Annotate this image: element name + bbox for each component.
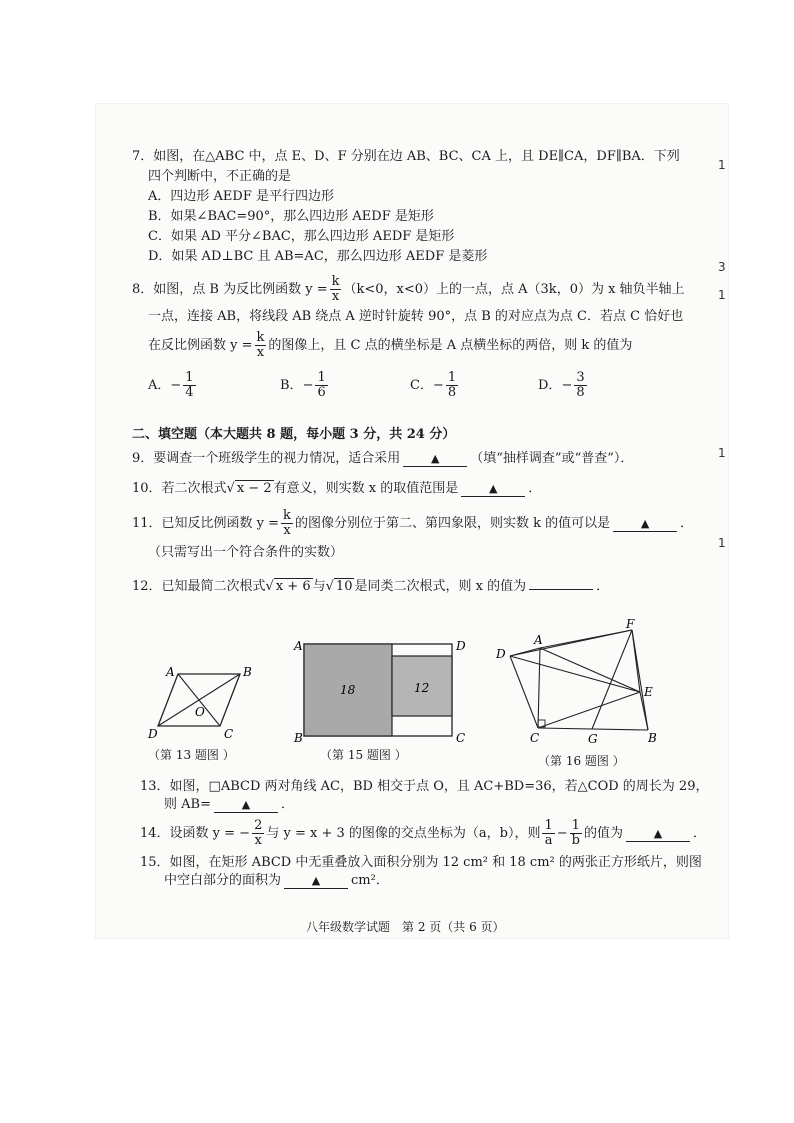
- q8-option-a-label: A．: [148, 378, 171, 393]
- q8-option-c-num: 1: [447, 369, 457, 385]
- q14-frac-den: x: [254, 833, 262, 848]
- q8-fraction-2: [255, 331, 267, 361]
- figure-15: [290, 636, 470, 748]
- q11-fraction: [281, 509, 293, 539]
- q8-option-c-label: C．: [410, 378, 433, 393]
- q14-fraction: [252, 819, 264, 849]
- seg-ac: [538, 648, 540, 728]
- q13-text-end: ．: [280, 797, 294, 812]
- side-mark-2: 3: [718, 260, 726, 274]
- q8-line1-start: 8．如图，点 B 为反比例函数 y =: [132, 282, 328, 297]
- q7-stem-line1: 7．如图，在△ABC 中，点 E、D、F 分别在边 AB、BC、CA 上，且 DE∥CA，DF∥BA．下列: [132, 149, 680, 164]
- q9-answer-mark: ▲: [431, 452, 440, 465]
- q7-stem-line2: 四个判断中，不正确的是: [148, 169, 292, 184]
- seg-fb: [632, 630, 648, 730]
- q14-f2-den: b: [571, 833, 580, 848]
- q10-radicand: x − 2: [236, 481, 272, 496]
- q13-line1: 13．如图，□ABCD 两对角线 AC，BD 相交于点 O，且 AC+BD=36，若△COD 的周长为 29，: [140, 779, 709, 794]
- q8-line3: [148, 328, 632, 364]
- q14-f1-num: 1: [544, 817, 553, 833]
- q9-text-end: （填“抽样调查”或“普查”）．: [470, 451, 634, 466]
- q8-option-c-minus: −: [432, 378, 444, 393]
- label-d: D: [456, 639, 466, 653]
- q11-answer-mark: ▲: [640, 517, 650, 530]
- q10-line: [132, 480, 541, 498]
- q14-f2-num: 1: [571, 817, 580, 833]
- q12-text-2: 是同类二次根式，则 x 的值为: [354, 579, 527, 594]
- q12-text-mid: 与: [312, 579, 326, 594]
- q10-answer-blank[interactable]: [461, 482, 525, 497]
- q8-fraction: [330, 275, 342, 305]
- label-a: A: [166, 665, 175, 679]
- q14-text-mid: 与 y = x + 3 的图像的交点坐标为（a，b），则: [266, 826, 541, 841]
- q11-frac-num: k: [283, 507, 291, 523]
- q8-option-d-num: 3: [576, 369, 585, 385]
- q8-option-c-den: 8: [447, 385, 457, 400]
- section-2-title: 二、填空题（本大题共 8 题，每小题 3 分，共 24 分）: [132, 427, 456, 442]
- q8-option-c: [410, 366, 460, 406]
- q14-fraction-1-over-a: [542, 819, 554, 849]
- q8-option-b-frac: [315, 371, 327, 401]
- label-d: D: [496, 647, 506, 661]
- label-b: B: [294, 731, 303, 745]
- figure-15-caption: （第 15 题图 ）: [320, 748, 407, 762]
- label-b: B: [648, 731, 657, 745]
- q8-line3-start: 在反比例函数 y =: [148, 338, 253, 353]
- q8-option-b-num: 1: [317, 369, 326, 385]
- label-d: D: [148, 727, 158, 741]
- q10-answer-mark: ▲: [488, 482, 498, 495]
- q7-option-a: A．四边形 AEDF 是平行四边形: [148, 189, 334, 204]
- q8-frac-den: x: [331, 289, 340, 304]
- q10-text-end: ．: [528, 481, 542, 496]
- seg-de: [510, 656, 640, 692]
- sqrt-icon: √: [265, 579, 274, 594]
- label-f: F: [626, 617, 635, 631]
- label-c: C: [530, 731, 540, 745]
- q11-text-end: ．: [680, 516, 694, 531]
- sqrt-icon: √: [325, 579, 334, 594]
- q11-answer-blank[interactable]: [613, 517, 677, 532]
- q11-note: （只需写出一个符合条件的实数）: [148, 545, 344, 560]
- q8-option-a-minus: −: [170, 378, 182, 393]
- q14-text-2: 的值为: [583, 826, 623, 841]
- q13-answer-blank[interactable]: [214, 798, 278, 813]
- label-b: B: [243, 665, 252, 679]
- q13-line2: [164, 796, 294, 814]
- q14-text-end: ．: [693, 826, 707, 841]
- q15-text: 中空白部分的面积为: [164, 873, 282, 888]
- q8-option-a-num: 1: [185, 369, 194, 385]
- q13-text: 则 AB=: [164, 797, 211, 812]
- seg-fg: [592, 630, 632, 729]
- q14-answer-mark: ▲: [653, 827, 663, 840]
- seg-dc: [510, 656, 538, 728]
- q7-option-c: C．如果 AD 平分∠BAC，那么四边形 AEDF 是矩形: [148, 229, 455, 244]
- q14-text: 14．设函数 y = −: [140, 826, 251, 841]
- figure-13-caption: （第 13 题图 ）: [148, 748, 235, 762]
- figure-16: [490, 616, 665, 746]
- seg-cb: [538, 728, 648, 730]
- side-mark-3: 1: [718, 288, 726, 302]
- q8-option-d-label: D．: [538, 378, 562, 393]
- q9-line: [132, 450, 633, 468]
- side-mark-5: 1: [718, 536, 726, 550]
- q8-option-b-den: 6: [317, 385, 326, 400]
- label-o: O: [195, 705, 205, 719]
- q14-answer-blank[interactable]: [626, 827, 690, 842]
- q14-minus: −: [556, 826, 568, 841]
- q12-answer-blank[interactable]: [529, 589, 593, 590]
- q12-radicand-1: x + 6: [275, 579, 311, 594]
- side-mark-4: 1: [718, 446, 726, 460]
- area-18-label: 18: [340, 683, 356, 697]
- q14-frac-num: 2: [254, 817, 263, 833]
- label-a: A: [534, 633, 543, 647]
- q8-option-c-frac: [446, 371, 458, 401]
- q15-answer-blank[interactable]: [284, 874, 348, 889]
- q14-f1-den: a: [544, 833, 553, 848]
- q12-line: [132, 578, 609, 596]
- q8-line1: [132, 272, 685, 308]
- q8-line1-end: （k<0，x<0）上的一点，点 A（3k，0）为 x 轴负半轴上: [343, 282, 685, 297]
- q8-option-d: [538, 366, 589, 406]
- q15-line2: [164, 872, 389, 890]
- q8-option-d-den: 8: [576, 385, 585, 400]
- q8-option-b-label: B．: [280, 378, 303, 393]
- seg-df: [510, 630, 632, 656]
- page-footer: 八年级数学试题 第 2 页（共 6 页）: [306, 920, 505, 934]
- q8-frac2-den: x: [256, 345, 265, 360]
- sqrt-icon: √: [226, 481, 235, 496]
- label-a: A: [294, 639, 303, 653]
- q8-option-a-frac: [183, 371, 195, 401]
- label-c: C: [456, 731, 466, 745]
- q12-text: 12．已知最简二次根式: [132, 579, 266, 594]
- q9-text: 9．要调查一个班级学生的视力情况，适合采用: [132, 451, 401, 466]
- q8-option-d-minus: −: [561, 378, 573, 393]
- q8-option-b: [280, 366, 330, 406]
- q8-line3-end: 的图像上，且 C 点的横坐标是 A 点横坐标的两倍，则 k 的值为: [268, 338, 633, 353]
- label-c: C: [224, 727, 234, 741]
- q8-option-a-den: 4: [185, 385, 194, 400]
- seg-ae: [540, 648, 640, 692]
- q14-fraction-1-over-b: [570, 819, 582, 849]
- q8-option-b-minus: −: [302, 378, 314, 393]
- q12-radicand-2: 10: [335, 579, 353, 594]
- figure-13: [140, 660, 280, 742]
- q11-text: 11．已知反比例函数 y =: [132, 516, 280, 531]
- label-g: G: [588, 732, 598, 746]
- q12-text-end: ．: [596, 579, 610, 594]
- q8-line2: 一点，连接 AB，将线段 AB 绕点 A 逆时针旋转 90°，点 B 的对应点为点 C．若点 C 恰好也: [148, 309, 684, 324]
- side-mark-1: 1: [718, 158, 726, 172]
- q15-answer-mark: ▲: [311, 874, 321, 887]
- q14-line: [140, 814, 706, 854]
- q8-option-a: [148, 366, 198, 406]
- q11-text-mid: 的图像分别位于第二、第四象限，则实数 k 的值可以是: [294, 516, 611, 531]
- q11-frac-den: x: [283, 523, 291, 538]
- q11-line: [132, 506, 693, 542]
- figure-16-caption: （第 16 题图 ）: [538, 754, 625, 768]
- seg-ce: [538, 692, 640, 728]
- area-12-label: 12: [414, 681, 430, 695]
- q15-unit: cm²．: [351, 873, 389, 888]
- q10-text-mid: 有意义，则实数 x 的取值范围是: [273, 481, 459, 496]
- q8-frac-num: k: [331, 273, 340, 289]
- q7-option-b: B．如果∠BAC=90°，那么四边形 AEDF 是矩形: [148, 209, 434, 224]
- q13-answer-mark: ▲: [241, 798, 251, 811]
- q15-line1: 15．如图，在矩形 ABCD 中无重叠放入面积分别为 12 cm² 和 18 cm² 的两张正方形纸片，则图: [140, 855, 702, 870]
- q7-option-d: D．如果 AD⊥BC 且 AB=AC，那么四边形 AEDF 是菱形: [148, 249, 488, 264]
- q8-frac2-num: k: [256, 329, 265, 345]
- q10-text: 10．若二次根式: [132, 481, 227, 496]
- q9-answer-blank[interactable]: [403, 452, 467, 467]
- q8-option-d-frac: [574, 371, 586, 401]
- label-e: E: [644, 685, 653, 699]
